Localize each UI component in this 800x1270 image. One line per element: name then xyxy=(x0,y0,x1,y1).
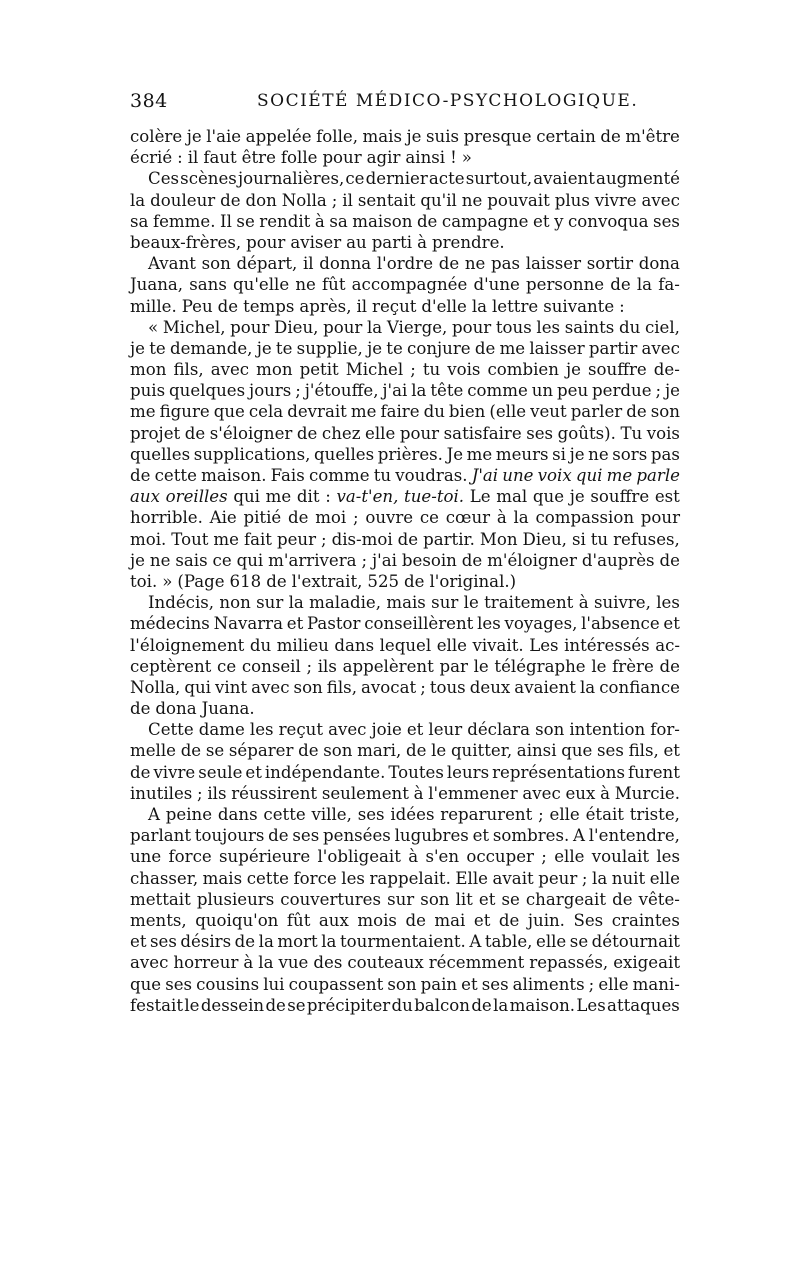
text-line: Avant son départ, il donna l'ordre de ne pas laisser sortir dona xyxy=(148,254,680,274)
text-line: ments, quoiqu'on fût aux mois de mai et de juin. Ses craintes xyxy=(130,910,680,930)
text-line: « Michel, pour Dieu, pour la Vierge, pour tous les saints du ciel, xyxy=(148,317,680,337)
text-line: festait le dessein de se précipiter du balcon de la maison. Les attaques xyxy=(130,995,680,1015)
text-line: médecins Navarra et Pastor conseillèrent les voyages, l'absence et xyxy=(130,614,680,634)
text-line: Ces scènes journalières, ce dernier acte surtout, avaient augmenté xyxy=(148,169,680,189)
text-line: A peine dans cette ville, ses idées reparurent ; elle était triste, xyxy=(148,805,680,824)
text-line: colère je l'aie appelée folle, mais je suis presque certain de m'être xyxy=(130,127,680,146)
text-line: une force supérieure l'obligeait à s'en occuper ; elle voulait les xyxy=(130,847,680,867)
text-line: de vivre seule et indépendante. Toutes leurs représentations furent xyxy=(130,762,680,782)
text-line: que ses cousins lui coupassent son pain et ses aliments ; elle mani- xyxy=(130,974,680,994)
text-line: Indécis, non sur la maladie, mais sur le traitement à suivre, les xyxy=(148,593,680,613)
running-head xyxy=(130,90,680,116)
text-line: aux oreilles qui me dit : va-t'en, tue-toi. Le mal que je souffre est xyxy=(130,487,680,507)
text-line: horrible. Aie pitié de moi ; ouvre ce cœur à la compassion pour xyxy=(130,508,680,528)
text-line: puis quelques jours ; j'étouffe, j'ai la tête comme un peu perdue ; je xyxy=(130,381,680,401)
text-line: toi. » (Page 618 de l'extrait, 525 de l'original.) xyxy=(130,571,517,591)
text-line: quelles supplications, quelles prières. Je me meurs si je ne sors pas xyxy=(130,444,680,464)
text-line: avec horreur à la vue des couteaux récemment repassés, exigeait xyxy=(130,953,680,973)
text-line: parlant toujours de ses pensées lugubres et sombres. A l'entendre, xyxy=(130,826,680,846)
text-line: me figure que cela devrait me faire du bien (elle veut parler de son xyxy=(130,402,680,422)
text-line: beaux-frères, pour aviser au parti à prendre. xyxy=(130,232,505,252)
body-text xyxy=(130,126,680,1016)
text-line: mettait plusieurs couvertures sur son lit et se chargeait de vête- xyxy=(130,889,680,909)
text-line: je ne sais ce qui m'arrivera ; j'ai besoin de m'éloigner d'auprès de xyxy=(130,550,680,570)
text-line: et ses désirs de la mort la tourmentaient. A table, elle se détournait xyxy=(130,932,680,952)
text-line: de dona Juana. xyxy=(130,699,255,719)
text-line: de cette maison. Fais comme tu voudras. J'ai une voix qui me parle xyxy=(130,466,680,485)
journal-title: SOCIÉTÉ MÉDICO-PSYCHOLOGIQUE. xyxy=(257,91,639,111)
text-line: je te demande, je te supplie, je te conjure de me laisser partir avec xyxy=(130,338,680,358)
text-line: la douleur de don Nolla ; il sentait qu'il ne pouvait plus vivre avec xyxy=(130,190,680,210)
text-line: Cette dame les reçut avec joie et leur déclara son intention for- xyxy=(148,720,680,740)
text-line: mille. Peu de temps après, il reçut d'elle la lettre suivante : xyxy=(130,296,625,316)
text-line: écrié : il faut être folle pour agir ainsi ! » xyxy=(130,148,472,168)
text-line: sa femme. Il se rendit à sa maison de campagne et y convoqua ses xyxy=(130,211,680,231)
text-line: Nolla, qui vint avec son fils, avocat ; tous deux avaient la confiance xyxy=(130,677,680,697)
text-line: melle de se séparer de son mari, de le quitter, ainsi que ses fils, et xyxy=(130,741,680,761)
text-line: Juana, sans qu'elle ne fût accompagnée d'une personne de la fa- xyxy=(130,275,680,295)
text-line: ceptèrent ce conseil ; ils appelèrent par le télégraphe le frère de xyxy=(130,656,680,676)
text-line: projet de s'éloigner de chez elle pour satisfaire ses goûts). Tu vois xyxy=(130,423,680,443)
text-line: inutiles ; ils réussirent seulement à l'emmener avec eux à Murcie. xyxy=(130,783,680,803)
text-line: moi. Tout me fait peur ; dis-moi de partir. Mon Dieu, si tu refuses, xyxy=(130,529,680,549)
text-line: chasser, mais cette force les rappelait. Elle avait peur ; la nuit elle xyxy=(130,868,680,888)
text-line: mon fils, avec mon petit Michel ; tu vois combien je souffre de- xyxy=(130,360,680,380)
text-line: l'éloignement du milieu dans lequel elle vivait. Les intéressés ac- xyxy=(130,635,680,655)
page-number: 384 xyxy=(130,90,168,112)
